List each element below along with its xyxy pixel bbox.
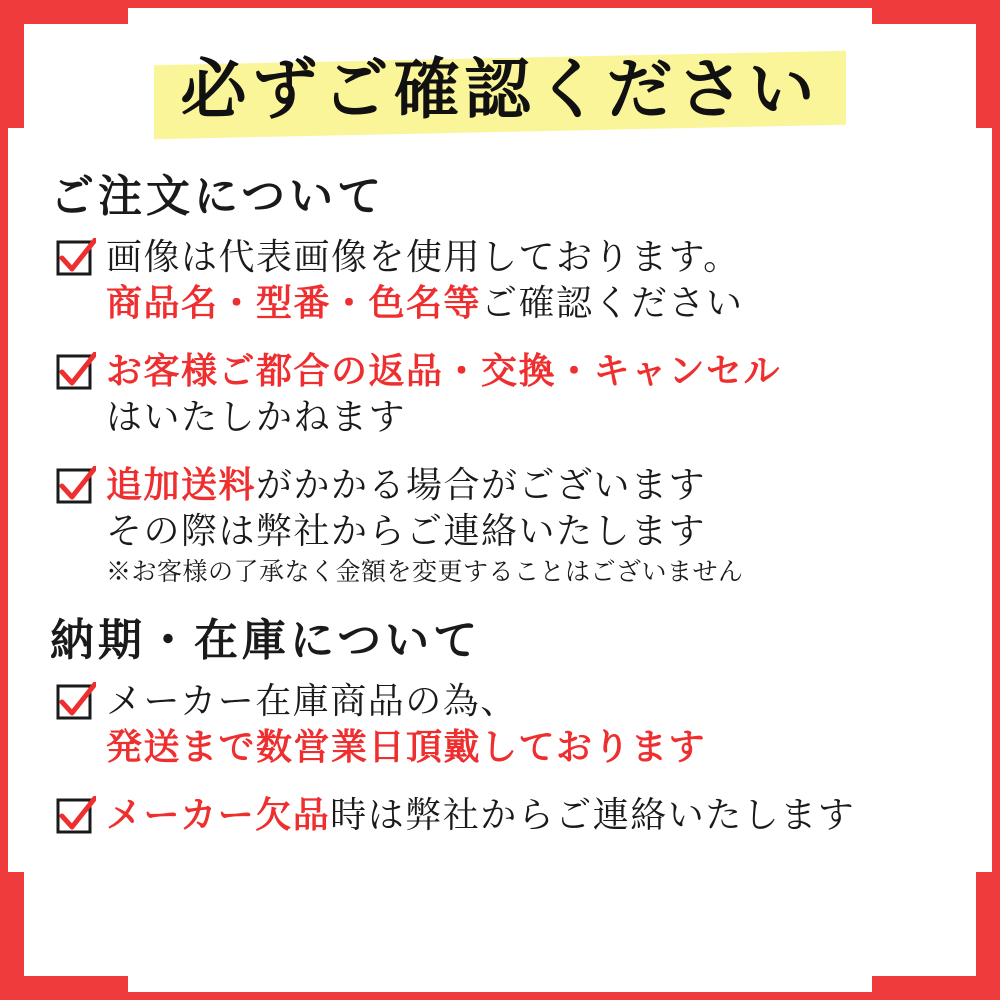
checkbox-checked-icon [56, 352, 96, 392]
page-title [42, 36, 958, 146]
list-item [56, 348, 958, 440]
checkbox-checked-icon [56, 238, 96, 278]
list-item [56, 792, 958, 838]
list-item-lines [106, 792, 958, 838]
list-item-lines [106, 234, 958, 326]
page-title-text: 必ずご確認ください [180, 54, 820, 127]
list-item-line [106, 792, 958, 838]
checkbox-checked-icon [56, 466, 96, 506]
list-item-line [106, 678, 958, 724]
text-segment: はいたしかねます [106, 397, 407, 437]
text-segment: がかかる場合がございます [256, 465, 707, 505]
section-heading-orders: ご注文について [50, 172, 386, 221]
checkbox-checked-icon [56, 796, 96, 836]
list-item-lines [106, 462, 958, 590]
list-item-line [106, 462, 958, 508]
list-item-line [106, 508, 958, 554]
text-segment: 時は弊社からご連絡いたします [330, 795, 856, 835]
text-segment: 画像は代表画像を使用しております。 [106, 237, 741, 277]
text-segment: 商品名・型番・色名等 [106, 283, 482, 323]
list-item-line [106, 394, 958, 440]
section-heading-delivery: 納期・在庫について [50, 616, 482, 665]
list-item [56, 462, 958, 590]
list-item-line [106, 280, 958, 326]
text-segment: お客様ご都合の返品・交換・キャンセル [106, 351, 782, 391]
text-segment: 追加送料 [106, 465, 257, 505]
text-segment: ご確認ください [481, 283, 744, 323]
list-item [56, 678, 958, 770]
list-item-line [106, 348, 958, 394]
text-segment: 発送まで数営業日頂戴しております [106, 727, 707, 767]
list-item-note: ※お客様の了承なく金額を変更することはございません [106, 559, 744, 586]
notice-content [8, 8, 992, 992]
text-segment: メーカー欠品 [106, 795, 331, 835]
text-segment: メーカー在庫商品の為、 [106, 681, 518, 721]
list-item-lines [106, 678, 958, 770]
list-item-line [106, 234, 958, 280]
list-item-lines [106, 348, 958, 440]
checkbox-checked-icon [56, 682, 96, 722]
list-item-line [106, 724, 958, 770]
text-segment: その際は弊社からご連絡いたします [106, 511, 707, 551]
list-item [56, 234, 958, 326]
